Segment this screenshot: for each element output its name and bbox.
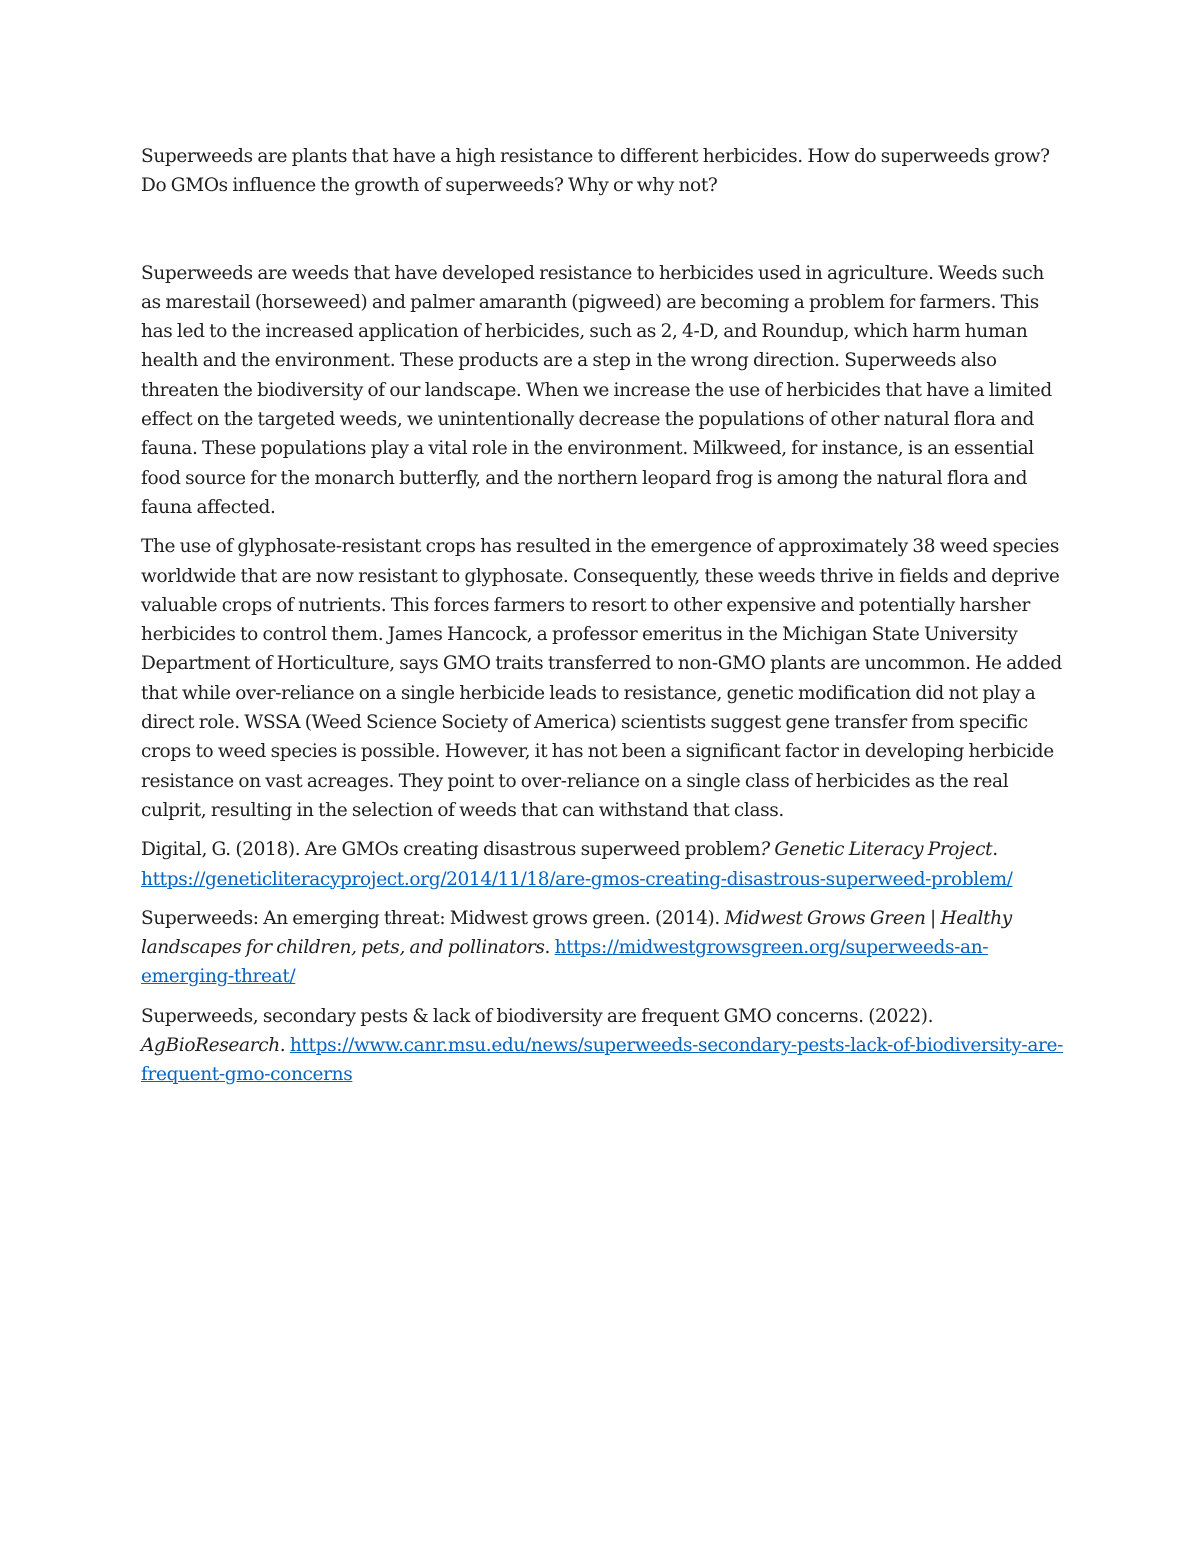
reference-2-text: Superweeds: An emerging threat: Midwest grows green. (2014). xyxy=(141,907,725,929)
reference-1-separator: . xyxy=(992,839,998,861)
reference-3-link[interactable]: https://www.canr.msu.edu/news/superweeds-secondary-pests-lack-of-biodiversity-are-frequent-gmo-concerns xyxy=(141,1035,1063,1086)
reference-2-separator: . xyxy=(544,937,555,959)
reference-2 xyxy=(141,904,1066,992)
reference-3-text: Superweeds, secondary pests & lack of biodiversity are frequent GMO concerns. (2022). xyxy=(141,1005,934,1027)
reference-1 xyxy=(141,835,1066,894)
body-paragraph-2: The use of glyphosate-resistant crops has resulted in the emergence of approximately 38 weed species worldwide that are now resistant to glyphosate. Consequently, these weeds thrive in fields and deprive valuable crops of nutrients. This forces farmers to resort to other expensive and potentially harsher herbicides to control them. James Hancock, a professor emeritus in the Michigan State University Department of Horticulture, says GMO traits transferred to non-GMO plants are uncommon. He added that while over-reliance on a single herbicide leads to resistance, genetic modification did not play a direct role. WSSA (Weed Science Society of America) scientists suggest gene transfer from specific crops to weed species is possible. However, it has not been a significant factor in developing herbicide resistance on vast acreages. They point to over-reliance on a single class of herbicides as the real culprit, resulting in the selection of weeds that can withstand that class. xyxy=(141,536,1062,821)
reference-3-separator: . xyxy=(279,1035,290,1057)
reference-2-link[interactable]: https://midwestgrowsgreen.org/superweeds-an-emerging-threat/ xyxy=(141,937,989,988)
question-paragraph: Superweeds are plants that have a high resistance to different herbicides. How do superweeds grow? Do GMOs influence the growth of superweeds? Why or why not? xyxy=(141,146,1050,197)
reference-1-text: Digital, G. (2018). Are GMOs creating disastrous superweed problem xyxy=(141,839,761,861)
reference-1-link[interactable]: https://geneticliteracyproject.org/2014/11/18/are-gmos-creating-disastrous-superweed-problem/ xyxy=(141,868,1013,890)
body-paragraph-1: Superweeds are weeds that have developed resistance to herbicides used in agriculture. Weeds such as marestail (horseweed) and palmer amaranth (pigweed) are becoming a problem for farmers. This has led to the increased application of herbicides, such as 2, 4-D, and Roundup, which harm human health and the environment. These products are a step in the wrong direction. Superweeds also threaten the biodiversity of our landscape. When we increase the use of herbicides that have a limited effect on the targeted weeds, we unintentionally decrease the populations of other natural flora and fauna. These populations play a vital role in the environment. Milkweed, for instance, is an essential food source for the monarch butterfly, and the northern leopard frog is among the natural flora and fauna affected. xyxy=(141,262,1052,518)
reference-3-source: AgBioResearch xyxy=(141,1035,280,1057)
reference-3 xyxy=(141,1002,1066,1090)
reference-2-source: Midwest Grows Green | Healthy landscapes for children, pets, and pollinators xyxy=(141,907,1012,959)
reference-1-source: ? Genetic Literacy Project xyxy=(760,839,993,861)
document-body xyxy=(141,142,1066,1100)
